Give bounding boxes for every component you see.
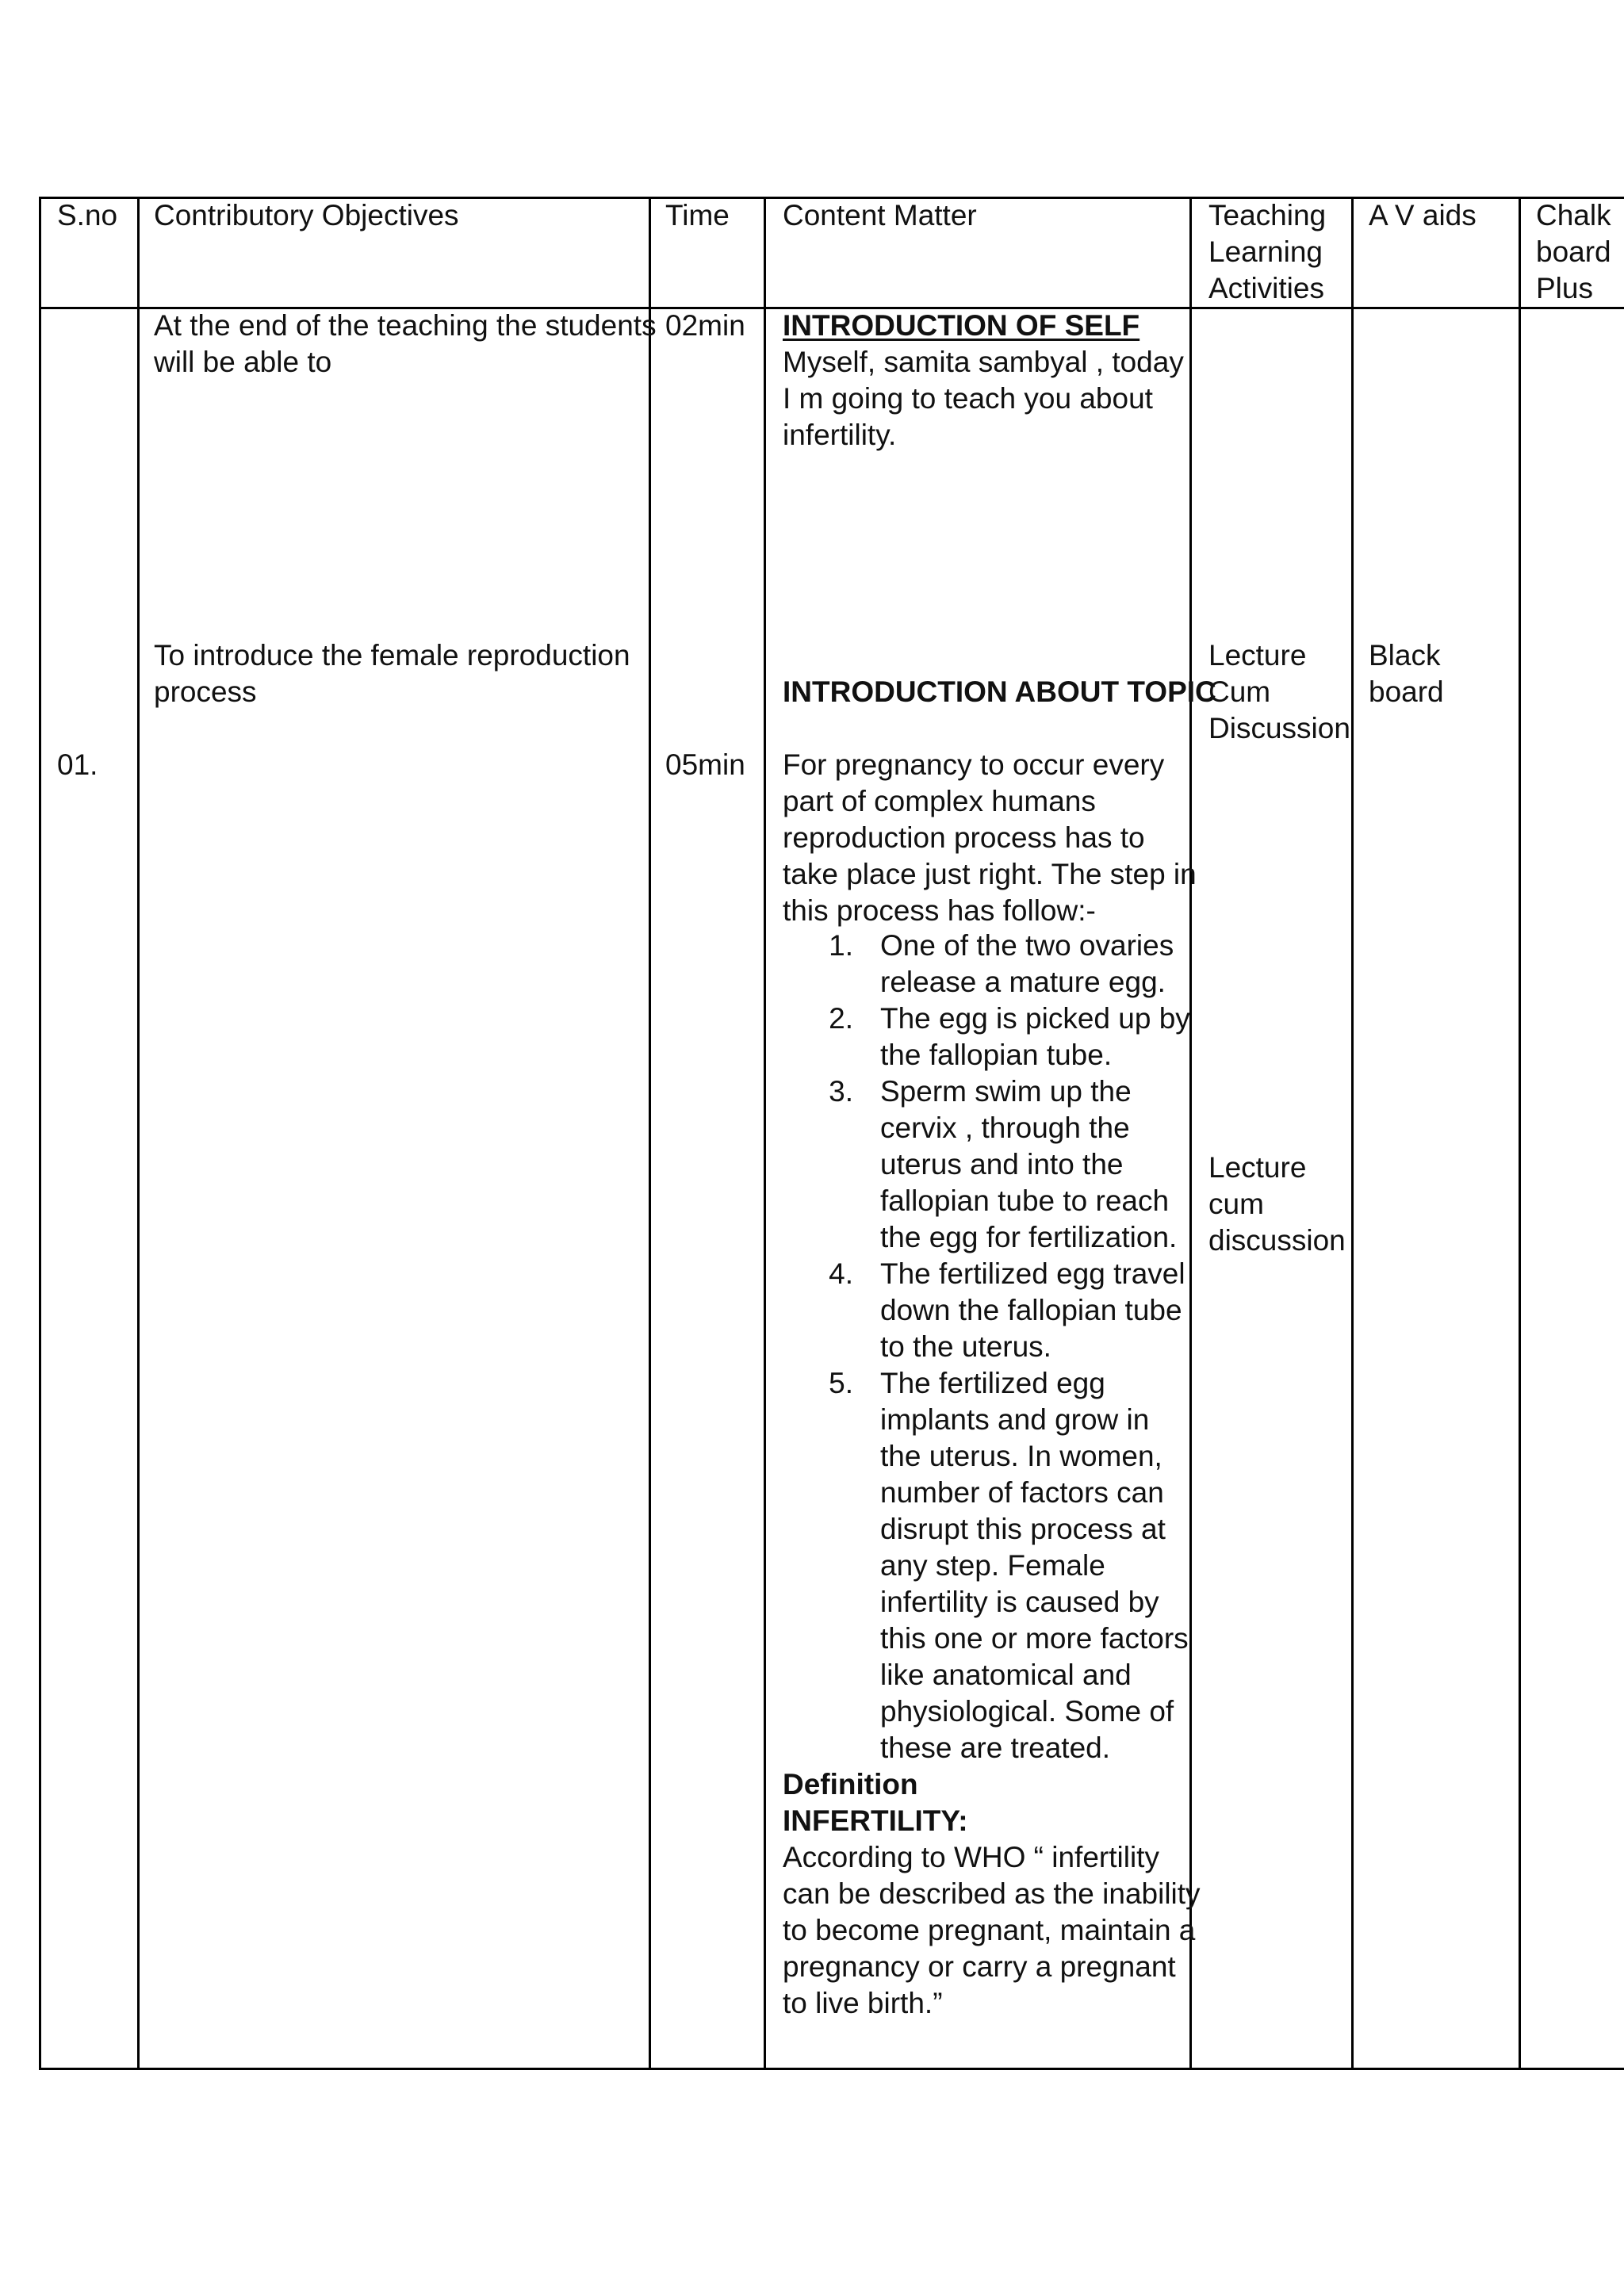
intro-self-heading: INTRODUCTION OF SELF	[783, 309, 1140, 342]
objective-general-line: At the end of the teaching the students	[154, 309, 657, 342]
step-line: Sperm swim up the	[880, 1075, 1132, 1108]
col-border-avaids	[1519, 197, 1521, 2070]
step-line: fallopian tube to reach	[880, 1184, 1170, 1217]
step-number: 5.	[829, 1367, 853, 1399]
step-number: 2.	[829, 1002, 853, 1035]
col-border-objectives	[649, 197, 651, 2070]
col-border-left	[39, 197, 41, 2070]
activity-line: Lecture	[1208, 639, 1307, 672]
activity-line: discussion	[1208, 1224, 1346, 1257]
definition-line: pregnancy or carry a pregnant	[783, 1950, 1176, 1983]
step-line: uterus and into the	[880, 1148, 1124, 1181]
header-content: Content Matter	[783, 199, 977, 232]
step-line: implants and grow in	[880, 1403, 1150, 1436]
activity-line: cum	[1208, 1188, 1264, 1220]
col-border-activities	[1351, 197, 1354, 2070]
step-number: 4.	[829, 1257, 853, 1290]
step-line: The fertilized egg	[880, 1367, 1105, 1399]
step-line: the fallopian tube.	[880, 1039, 1113, 1071]
step-line: cervix , through the	[880, 1112, 1130, 1144]
intro-self-line: Myself, samita sambyal , today	[783, 346, 1184, 378]
definition-line: to become pregnant, maintain a	[783, 1914, 1196, 1946]
step-number: 3.	[829, 1075, 853, 1108]
step-line: infertility is caused by	[880, 1586, 1159, 1618]
intro-topic-line: For pregnancy to occur every	[783, 748, 1165, 781]
objective-specific-line: process	[154, 675, 257, 708]
header-av-aids: A V aids	[1369, 199, 1477, 232]
col-border-time	[764, 197, 766, 2070]
header-chalkboard-line: board	[1536, 235, 1611, 268]
step-line: number of factors can	[880, 1476, 1164, 1509]
header-activities-line: Activities	[1208, 272, 1324, 304]
activity-line: Cum	[1208, 675, 1271, 708]
step-line: disrupt this process at	[880, 1513, 1166, 1545]
header-activities-line: Teaching	[1208, 199, 1327, 232]
step-line: The fertilized egg travel	[880, 1257, 1185, 1290]
header-chalkboard-line: Chalk	[1536, 199, 1611, 232]
intro-topic-line: take place just right. The step in	[783, 858, 1197, 890]
step-line: release a mature egg.	[880, 966, 1166, 998]
row-sno: 01.	[57, 748, 98, 781]
intro-topic-line: part of complex humans	[783, 785, 1096, 817]
definition-line: According to WHO “ infertility	[783, 1841, 1159, 1873]
activity-line: Lecture	[1208, 1151, 1307, 1184]
col-border-sno	[137, 197, 140, 2070]
header-sno: S.no	[57, 199, 118, 232]
intro-topic-line: reproduction process has to	[783, 821, 1145, 854]
step-line: these are treated.	[880, 1732, 1111, 1764]
step-line: like anatomical and	[880, 1659, 1132, 1691]
intro-topic-heading: INTRODUCTION ABOUT TOPIC	[783, 675, 1216, 708]
step-line: down the fallopian tube	[880, 1294, 1182, 1326]
step-line: One of the two ovaries	[880, 929, 1174, 962]
table-bottom-border	[39, 2068, 1624, 2070]
step-line: the uterus. In women,	[880, 1440, 1162, 1472]
header-activities-line: Learning	[1208, 235, 1323, 268]
activity-line: Discussion	[1208, 712, 1350, 744]
intro-topic-line: this process has follow:-	[783, 894, 1096, 927]
step-line: to the uterus.	[880, 1330, 1051, 1363]
infertility-heading: INFERTILITY:	[783, 1804, 968, 1837]
intro-self-line: infertility.	[783, 419, 897, 451]
col-border-content	[1189, 197, 1192, 2070]
step-line: this one or more factors	[880, 1622, 1189, 1655]
objective-general-line: will be able to	[154, 346, 332, 378]
av-aid-line: board	[1369, 675, 1444, 708]
definition-line: can be described as the inability	[783, 1877, 1201, 1910]
intro-self-line: I m going to teach you about	[783, 382, 1153, 415]
header-objectives: Contributory Objectives	[154, 199, 459, 232]
header-time: Time	[665, 199, 730, 232]
step-number: 1.	[829, 929, 853, 962]
step-line: the egg for fertilization.	[880, 1221, 1178, 1253]
step-line: The egg is picked up by	[880, 1002, 1190, 1035]
definition-line: to live birth.”	[783, 1987, 943, 2019]
time-value: 02min	[665, 309, 745, 342]
step-line: physiological. Some of	[880, 1695, 1174, 1728]
av-aid-line: Black	[1369, 639, 1441, 672]
definition-heading: Definition	[783, 1768, 918, 1800]
time-value: 05min	[665, 748, 745, 781]
step-line: any step. Female	[880, 1549, 1105, 1582]
objective-specific-line: To introduce the female reproduction	[154, 639, 630, 672]
header-chalkboard-line: Plus	[1536, 272, 1593, 304]
